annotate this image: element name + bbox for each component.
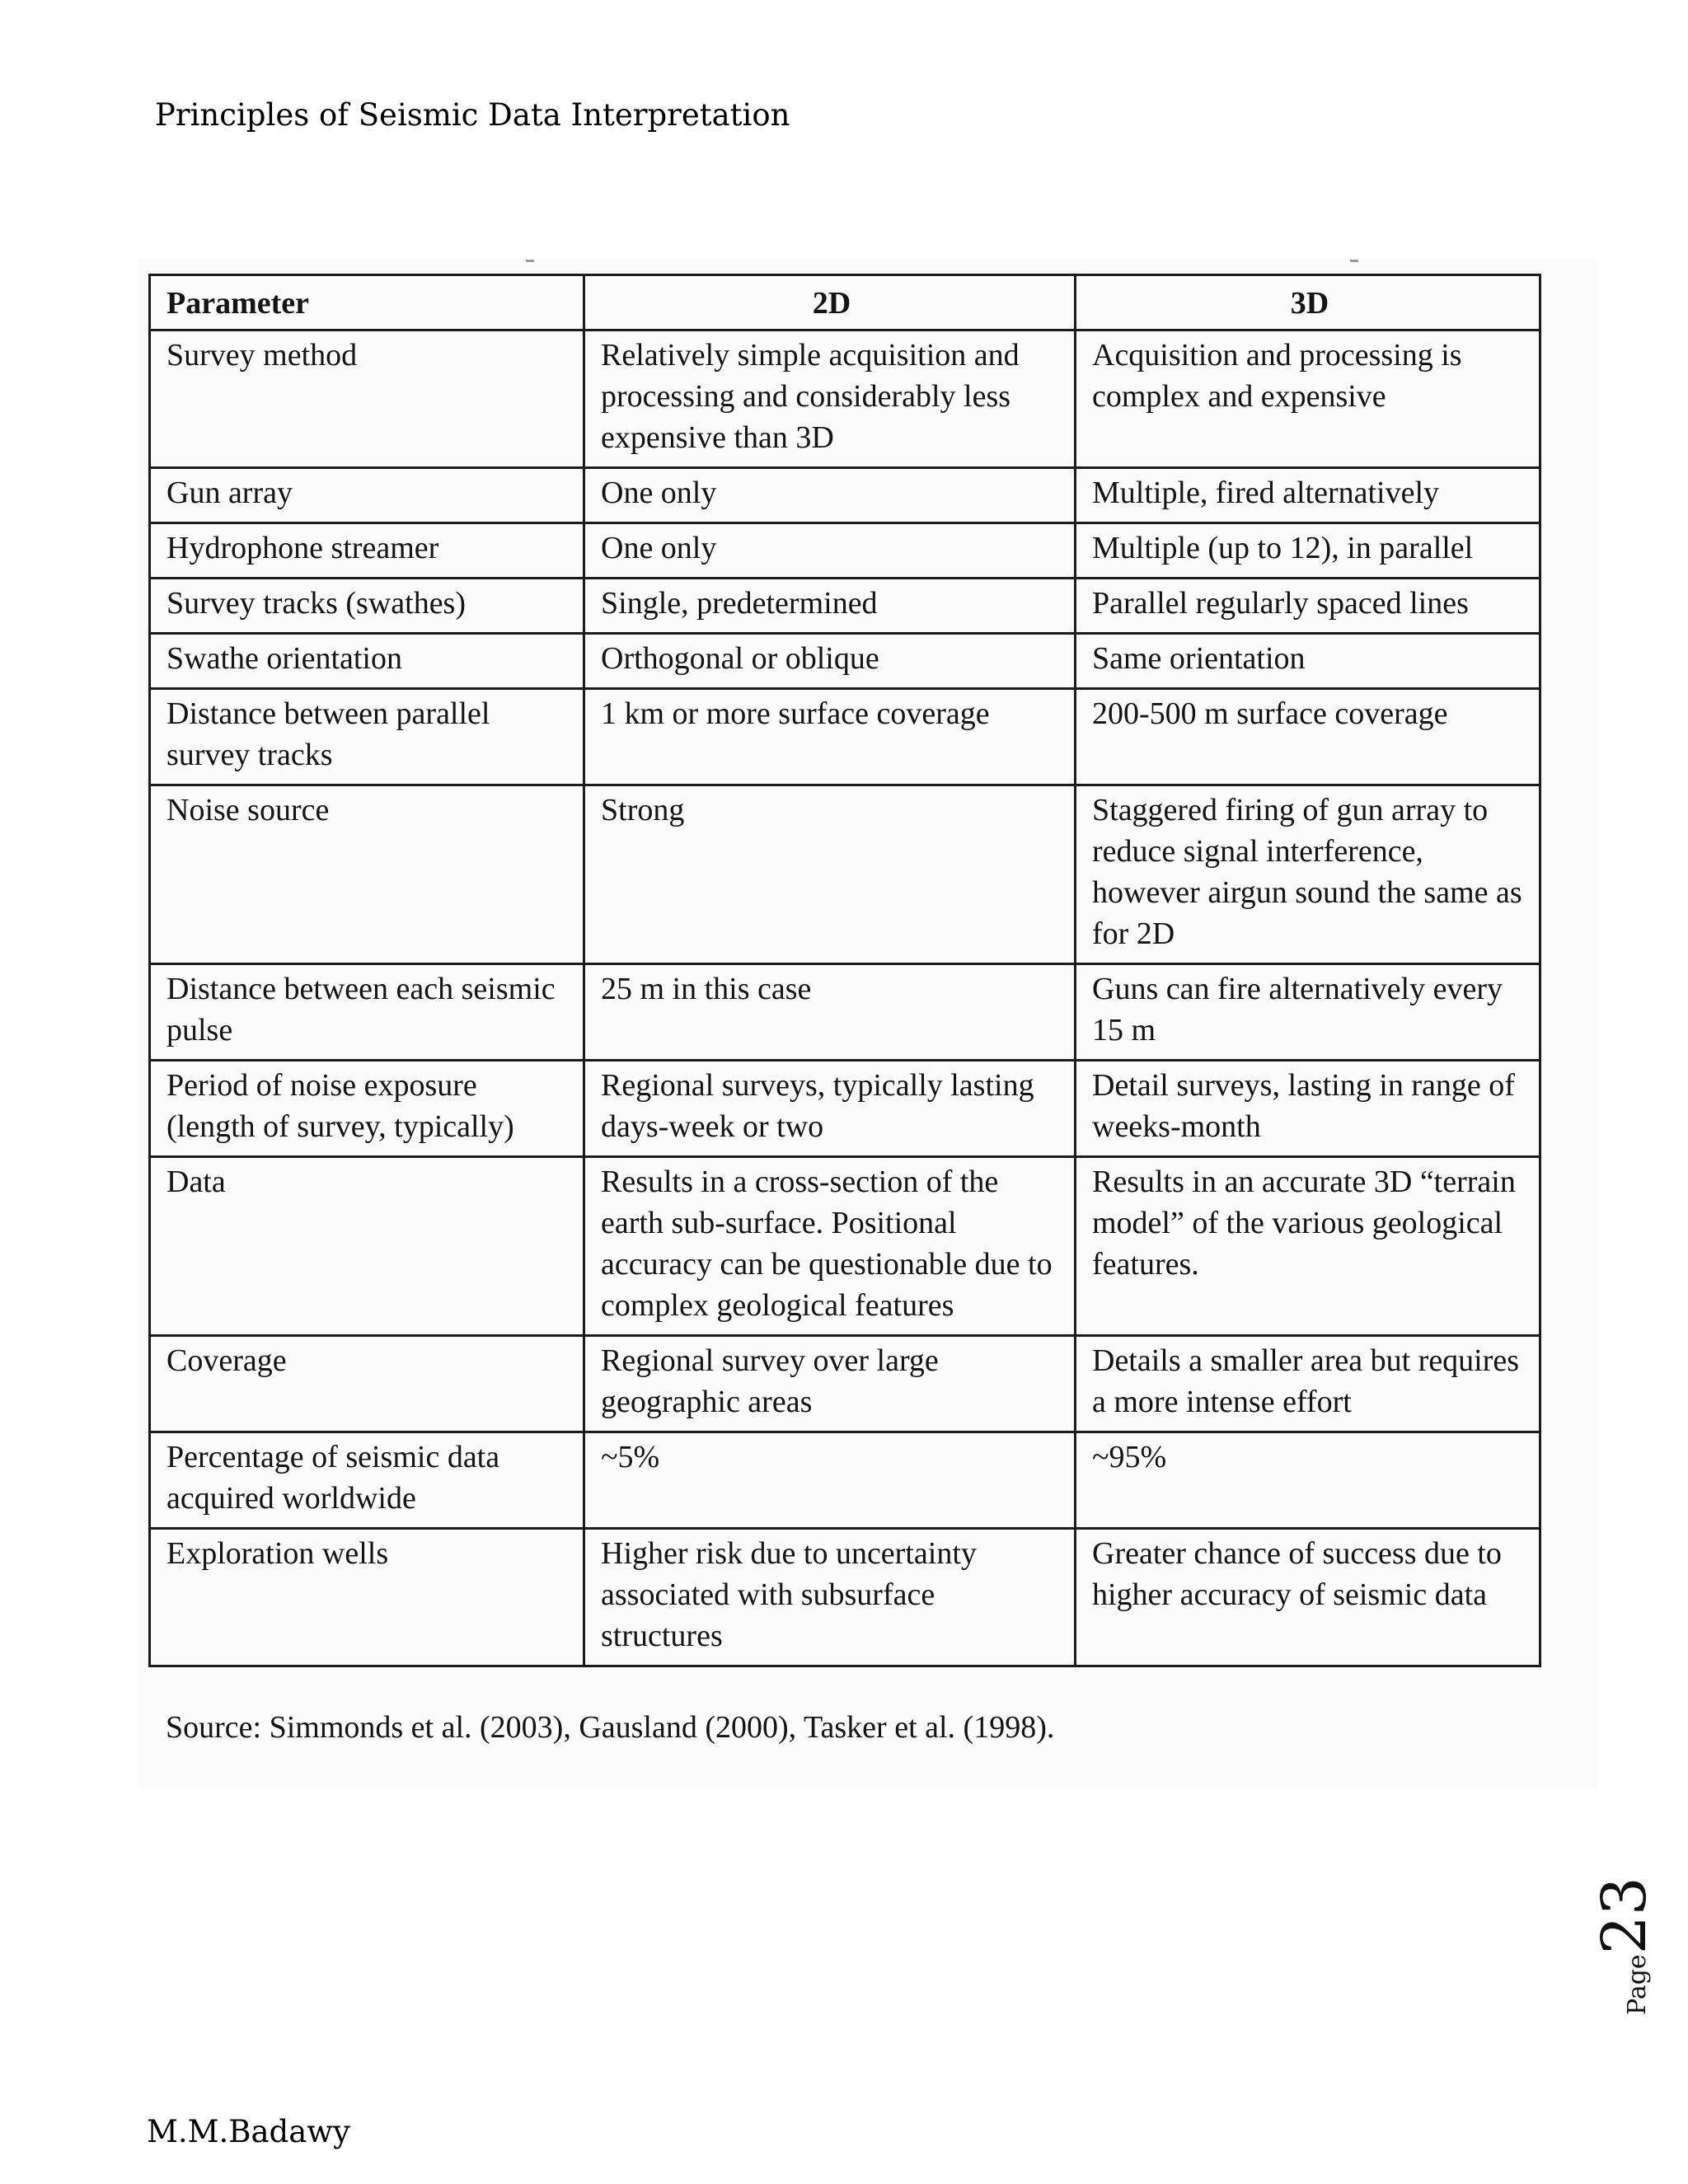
comparison-table	[148, 274, 1541, 1667]
table-row	[150, 964, 1540, 1061]
table-row	[150, 1061, 1540, 1157]
cell-3d: Details a smaller area but requires a more intense effort	[1076, 1336, 1540, 1432]
cell-3d: Multiple (up to 12), in parallel	[1076, 523, 1540, 579]
cell-3d: Same orientation	[1076, 634, 1540, 689]
cell-2d: Relatively simple acquisition and processing and considerably less expensive than 3D	[584, 330, 1076, 468]
cell-2d: ~5%	[584, 1432, 1076, 1529]
cell-2d: Strong	[584, 785, 1076, 964]
header-3d: 3D	[1076, 275, 1540, 330]
cell-2d: One only	[584, 468, 1076, 523]
cell-parameter: Exploration wells	[150, 1529, 584, 1666]
table-row	[150, 1157, 1540, 1336]
table-figure	[138, 260, 1597, 1790]
cell-3d: Multiple, fired alternatively	[1076, 468, 1540, 523]
table-row	[150, 634, 1540, 689]
cell-3d: Detail surveys, lasting in range of weeks-month	[1076, 1061, 1540, 1157]
scan-mark	[1350, 260, 1358, 262]
cell-parameter: Gun array	[150, 468, 584, 523]
cell-2d: Orthogonal or oblique	[584, 634, 1076, 689]
table-body	[150, 330, 1540, 1666]
cell-parameter: Swathe orientation	[150, 634, 584, 689]
cell-3d: Staggered firing of gun array to reduce signal interference, however airgun sound the same as for 2D	[1076, 785, 1540, 964]
table-row	[150, 1529, 1540, 1666]
header-2d: 2D	[584, 275, 1076, 330]
cell-parameter: Distance between each seismic pulse	[150, 964, 584, 1061]
source-citation: Source: Simmonds et al. (2003), Gausland (2000), Tasker et al. (1998).	[166, 1710, 1055, 1745]
cell-parameter: Noise source	[150, 785, 584, 964]
cell-parameter: Data	[150, 1157, 584, 1336]
cell-2d: 1 km or more surface coverage	[584, 689, 1076, 785]
cell-3d: Greater chance of success due to higher accuracy of seismic data	[1076, 1529, 1540, 1666]
cell-3d: Parallel regularly spaced lines	[1076, 579, 1540, 634]
cell-parameter: Percentage of seismic data acquired worldwide	[150, 1432, 584, 1529]
cell-parameter: Coverage	[150, 1336, 584, 1432]
page-header: Principles of Seismic Data Interpretation	[155, 97, 790, 133]
cell-2d: Higher risk due to uncertainty associated with subsurface structures	[584, 1529, 1076, 1666]
cell-2d: Single, predetermined	[584, 579, 1076, 634]
header-parameter: Parameter	[150, 275, 584, 330]
table-row	[150, 579, 1540, 634]
scan-mark	[526, 260, 534, 262]
cell-parameter: Survey method	[150, 330, 584, 468]
table-row	[150, 785, 1540, 964]
cell-2d: Regional surveys, typically lasting days-week or two	[584, 1061, 1076, 1157]
cell-3d: Acquisition and processing is complex and expensive	[1076, 330, 1540, 468]
table-row	[150, 468, 1540, 523]
cell-2d: Regional survey over large geographic areas	[584, 1336, 1076, 1432]
cell-3d: 200-500 m surface coverage	[1076, 689, 1540, 785]
page-label: Page	[1623, 1954, 1652, 2015]
table-row	[150, 1336, 1540, 1432]
page-number: 23	[1589, 1877, 1660, 1955]
table-row	[150, 1432, 1540, 1529]
cell-parameter: Survey tracks (swathes)	[150, 579, 584, 634]
table-head	[150, 275, 1540, 330]
table-row	[150, 689, 1540, 785]
cell-2d: One only	[584, 523, 1076, 579]
cell-parameter: Distance between parallel survey tracks	[150, 689, 584, 785]
table-row	[150, 523, 1540, 579]
page-footer: M.M.Badawy	[147, 2114, 350, 2149]
cell-3d: Guns can fire alternatively every 15 m	[1076, 964, 1540, 1061]
cell-parameter: Hydrophone streamer	[150, 523, 584, 579]
cell-3d: ~95%	[1076, 1432, 1540, 1529]
cell-3d: Results in an accurate 3D “terrain model” of the various geological features.	[1076, 1157, 1540, 1336]
cell-2d: Results in a cross-section of the earth sub-surface. Positional accuracy can be questionable due to complex geological features	[584, 1157, 1076, 1336]
table-row	[150, 330, 1540, 468]
cell-parameter: Period of noise exposure (length of survey, typically)	[150, 1061, 584, 1157]
cell-2d: 25 m in this case	[584, 964, 1076, 1061]
header-row	[150, 275, 1540, 330]
